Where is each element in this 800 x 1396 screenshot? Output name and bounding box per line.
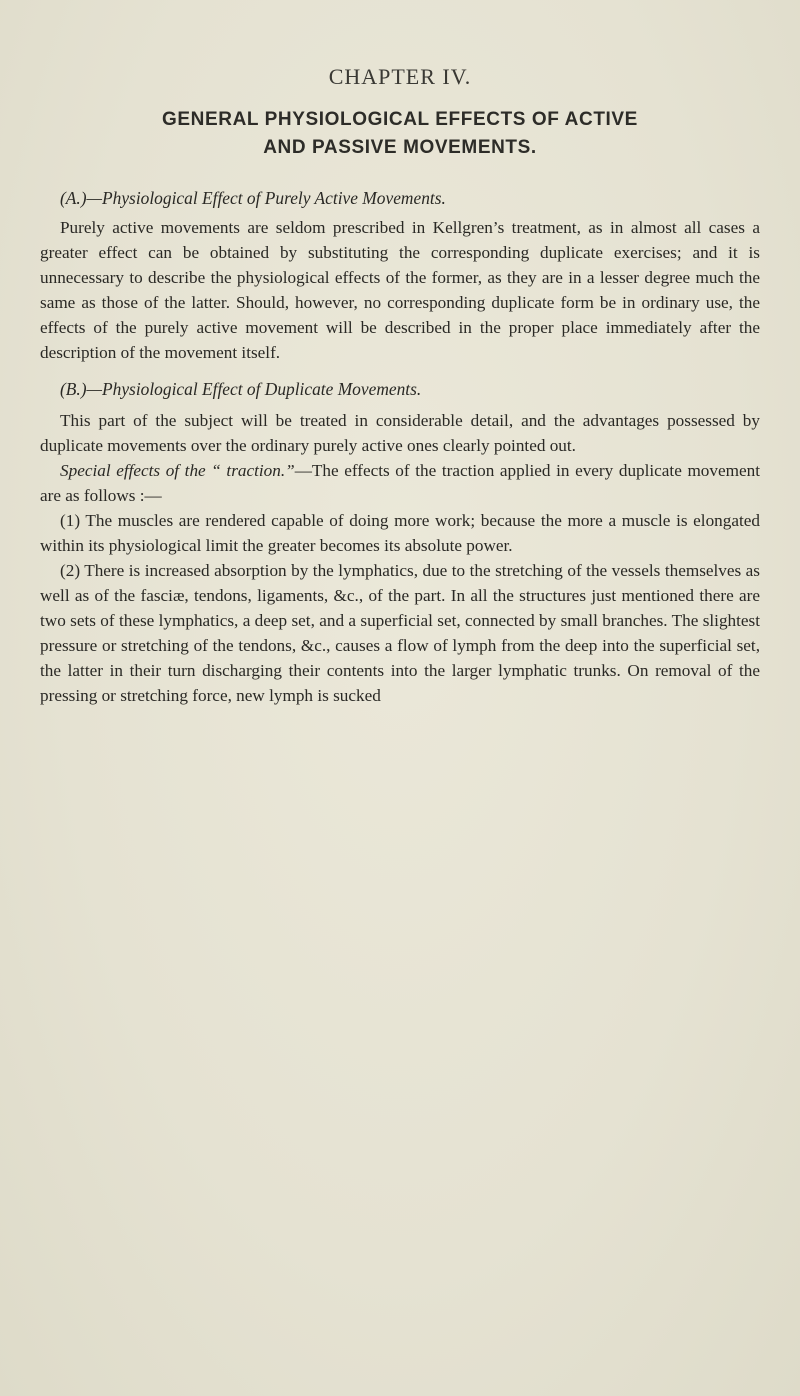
special-effects-title: Special effects of the “ traction.” [60,461,295,480]
body-text [40,186,760,708]
list-item-2: (2) There is increased absorption by the lymphatics, due to the stretching of the vessels themselves as well as of the fasciæ, tendons, ligaments, &c., of the part. In all the structures just mentioned there are two sets of these lymphatics, a deep set, and a superficial set, connected by small branches. The slightest pressure or stretching of the tendons, &c., causes a flow of lymph from the deep into the superficial set, the latter in their turn discharging their contents into the larger lymphatic trunks. On removal of the pressing or stretching force, new lymph is sucked [40,561,760,705]
section-b-paragraph: This part of the subject will be treated in considerable detail, and the advantages possessed by duplicate movements over the ordinary purely active ones clearly pointed out. [40,411,760,455]
special-effects-paragraph [40,458,760,508]
section-a-paragraph: Purely active movements are seldom prescribed in Kellgren’s treatment, as in almost all cases a greater effect can be obtained by substituting the corresponding duplicate exercises; and it is unnecessary to describe the physiological effects of the former, as they are in a lesser degree much the same as those of the latter. Should, however, no corresponding duplicate form be in ordinary use, the effects of the purely active movement will be described in the proper place immediately after the description of the movement itself. [40,218,760,362]
chapter-heading [40,106,760,162]
section-a-title: (A.)—Physiological Effect of Purely Active Movements. [60,188,446,208]
section-b-title: (B.)—Physiological Effect of Duplicate Movements. [60,379,422,399]
special-effects-text: —The effects of the traction applied in every duplicate movement are as follows :— [40,461,760,505]
chapter-title: CHAPTER IV. [328,64,472,89]
heading-line-1: GENERAL PHYSIOLOGICAL EFFECTS OF ACTIVE [162,109,638,130]
heading-line-2: AND PASSIVE MOVEMENTS. [263,137,537,158]
list-item-1: (1) The muscles are rendered capable of doing more work; because the more a muscle is elongated within its physiological limit the greater becomes its absolute power. [40,511,760,555]
